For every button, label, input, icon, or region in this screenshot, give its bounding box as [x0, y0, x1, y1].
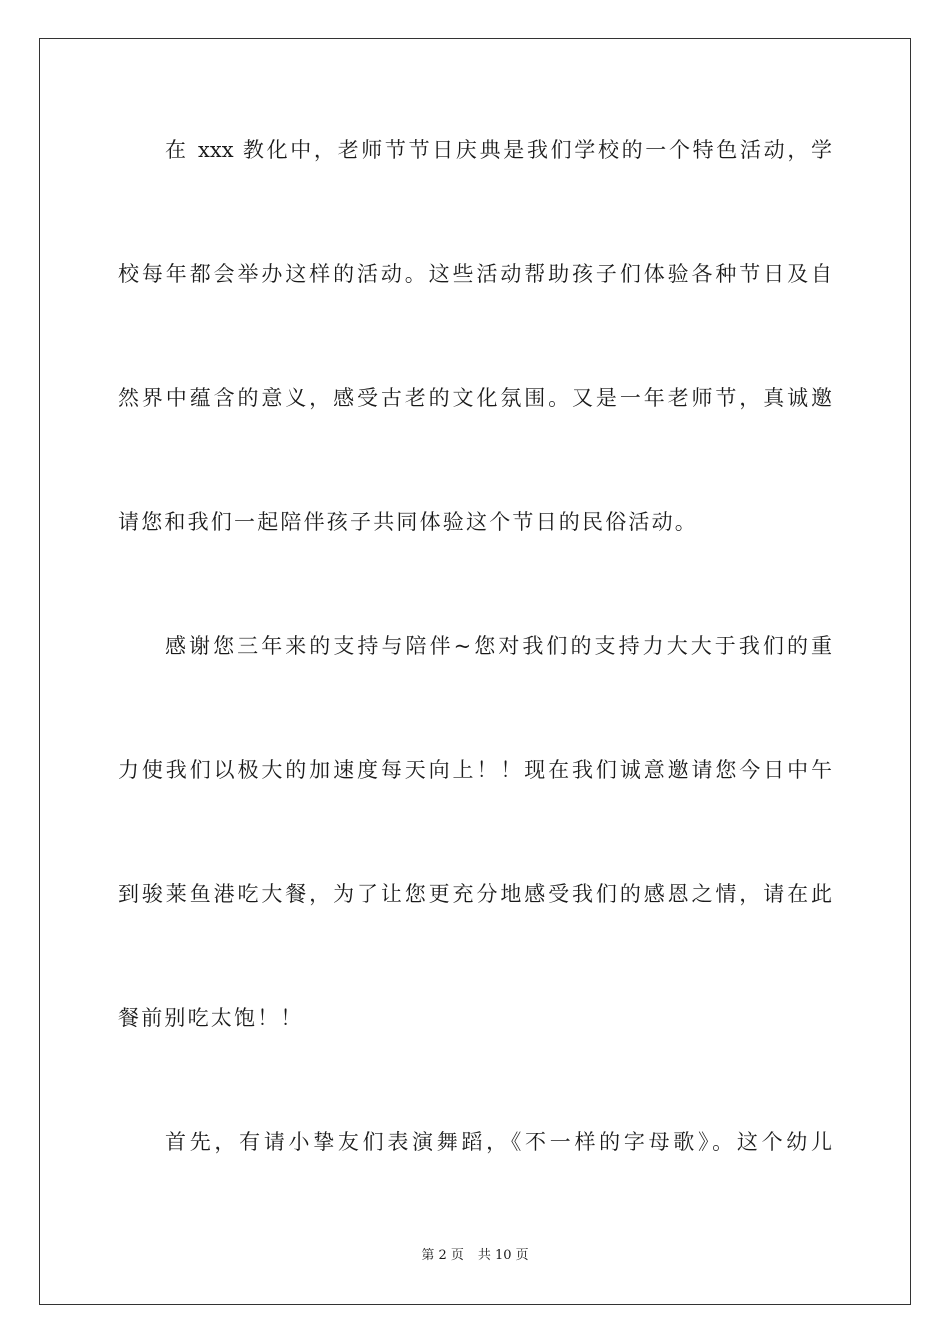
paragraph-1-line-3: 然界中蕴含的意义，感受古老的文化氛围。又是一年老师节，真诚邀 — [118, 386, 832, 410]
paragraph-2-line-4: 餐前别吃太饱！！ — [118, 1006, 304, 1030]
paragraph-1-line-4: 请您和我们一起陪伴孩子共同体验这个节日的民俗活动。 — [118, 510, 698, 534]
paragraph-3-line-1: 首先，有请小挚友们表演舞蹈，《不一样的字母歌》。这个幼儿 — [165, 1130, 832, 1154]
paragraph-2-line-3: 到骏莱鱼港吃大餐，为了让您更充分地感受我们的感恩之情，请在此 — [118, 882, 832, 906]
page-total: 共 10 页 — [477, 1248, 529, 1263]
paragraph-2-line-1: 感谢您三年来的支持与陪伴~您对我们的支持力大大于我们的重 — [165, 634, 832, 658]
page-frame — [39, 38, 911, 1305]
paragraph-2-line-2: 力使我们以极大的加速度每天向上！！现在我们诚意邀请您今日中午 — [118, 758, 832, 782]
paragraph-1-line-1: 在 xxx 教化中，老师节节日庆典是我们学校的一个特色活动，学 — [165, 138, 832, 162]
paragraph-1-line-2: 校每年都会举办这样的活动。这些活动帮助孩子们体验各种节日及自 — [118, 262, 832, 286]
page-footer — [0, 1247, 950, 1265]
page-number: 第 2 页 — [421, 1248, 464, 1263]
